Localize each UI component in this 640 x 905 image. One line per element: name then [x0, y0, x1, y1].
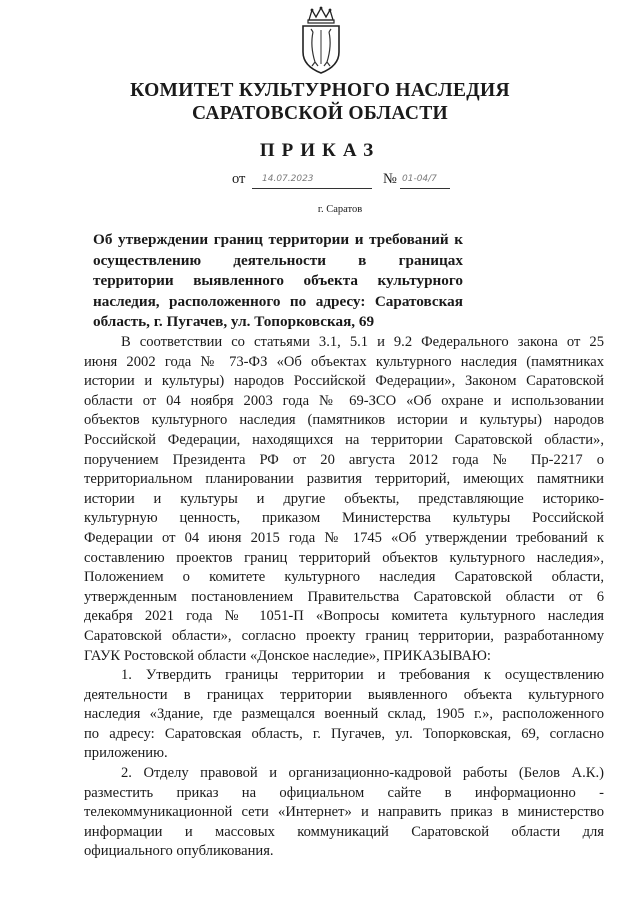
subject-line: территории выявленного объекта культурного: [93, 272, 463, 289]
date-prefix: от: [232, 171, 246, 187]
city-label: г. Саратов: [317, 204, 363, 215]
body-line: Саратовской области», согласно проекту границ территории, разработанному: [84, 627, 604, 644]
body-line: официального опубликования.: [84, 843, 274, 860]
body-line: составлению проектов границ территорий объектов культурного наследия»,: [84, 549, 604, 566]
body-line: июня 2002 года № 73-ФЗ «Об объектах культурного наследия (памятниках: [84, 353, 604, 370]
body-line: истории и культуры и другие объекты, представляющие историко-: [84, 490, 604, 507]
body-line: деятельности в границах территории выявленного объекта культурного: [84, 686, 604, 703]
body-line: 2. Отделу правовой и организационно-кадровой работы (Белов А.К.): [121, 765, 604, 782]
body-line: области от 04 ноября 2003 года № 69-ЗСО «Об охране и использовании: [84, 392, 604, 409]
subject-line: область, г. Пугачев, ул. Топорковская, 69: [93, 313, 375, 330]
body-line: В соответствии со статьями 3.1, 5.1 и 9.2 Федерального закона от 25: [121, 334, 604, 350]
date-underline: [252, 188, 372, 189]
body-line: наследия «Здание, где размещался военный склад, 1905 г.», расположенного: [84, 706, 604, 723]
body-line: 1. Утвердить границы территории и требования к осуществлению: [121, 667, 604, 684]
body-line: территориальном планировании развития территорий, имеющих памятники: [84, 471, 604, 488]
order-body: [84, 333, 604, 862]
order-subject: [93, 230, 463, 333]
body-line: ГАУК Ростовской области «Донское наследие», ПРИКАЗЫВАЮ:: [84, 647, 491, 664]
body-line: истории и культуры) народов Российской Федерации», Законом Саратовской: [84, 373, 604, 390]
number-underline: [400, 188, 450, 189]
subject-line: Об утверждении границ территории и требований к: [93, 231, 463, 248]
organization-name-line1: КОМИТЕТ КУЛЬТУРНОГО НАСЛЕДИЯ: [130, 80, 510, 101]
body-line: телекоммуникационной сети «Интернет» и направить приказ в министерство: [84, 804, 604, 821]
number-handwritten: 01-04/7: [402, 174, 437, 184]
subject-line: наследия, расположенного по адресу: Саратовская: [93, 292, 463, 310]
organization-name-line2: САРАТОВСКОЙ ОБЛАСТИ: [191, 103, 449, 124]
body-line: объектов культурного наследия (памятников истории и культуры) народов: [84, 412, 604, 429]
body-line: Российской Федерации, находящихся на территории Саратовской области»,: [84, 431, 604, 448]
body-line: культурную ценность, приказом Министерства культуры Российской: [84, 510, 604, 527]
body-line: информации и массовых коммуникаций Саратовской области для: [84, 823, 604, 840]
number-prefix: №: [383, 171, 397, 187]
body-line: Положением о комитете культурного наследия Саратовской области,: [84, 569, 604, 586]
body-line: по адресу: Саратовская область, г. Пугачев, ул. Топорковская, 69, согласно: [84, 725, 604, 742]
date-handwritten: 14.07.2023: [262, 174, 314, 184]
body-line: Федерации от 04 июня 2015 года № 1745 «Об утверждении требований к: [84, 529, 604, 546]
body-line: приложению.: [84, 745, 168, 762]
subject-line: осуществлению деятельности в границах: [93, 251, 463, 269]
body-line: утвержденным постановлением Правительства Саратовской области от 6: [84, 588, 604, 605]
body-line: разместить приказ на официальном сайте в информационно -: [84, 784, 604, 801]
body-line: поручением Президента РФ от 20 августа 2012 года № Пр-2217 о: [84, 451, 604, 468]
document-title: ПРИКАЗ: [259, 140, 381, 161]
body-line: декабря 2021 года № 1051-П «Вопросы комитета культурного наследия: [84, 608, 604, 625]
saratov-coat-of-arms-emblem: [296, 6, 346, 76]
